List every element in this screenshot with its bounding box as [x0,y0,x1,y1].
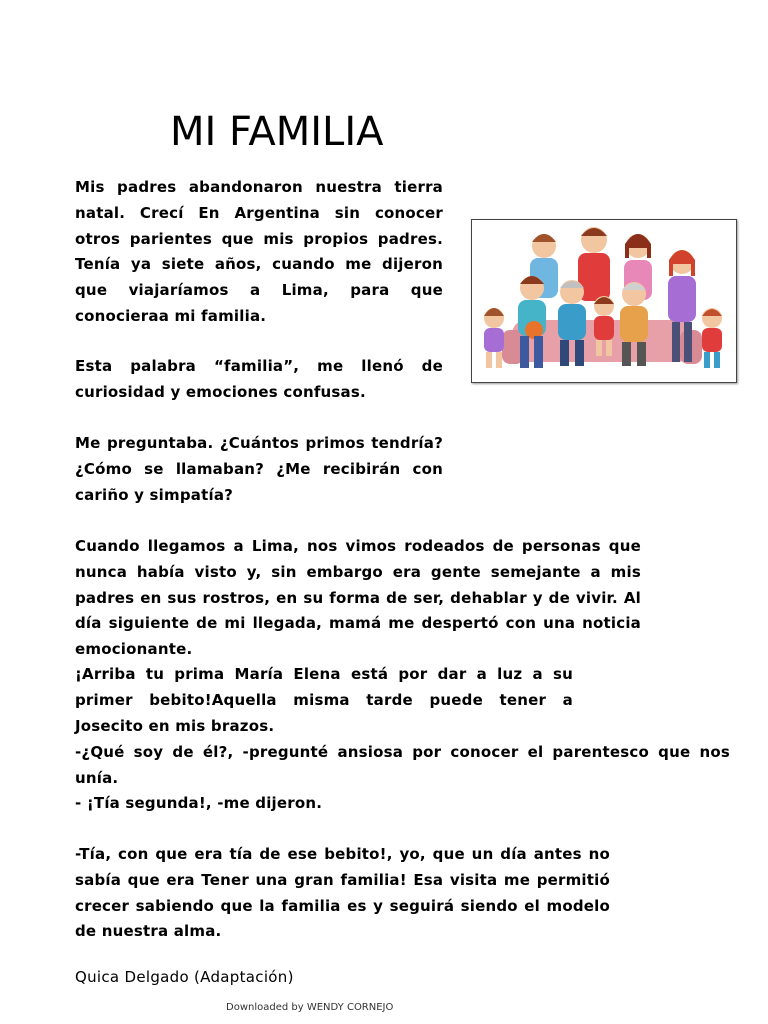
paragraph-2: Esta palabra “familia”, me llenó de curiosidad y emociones confusas. [75,357,443,401]
paragraph-8: -Tía, con que era tía de ese bebito!, yo, que un día antes no sabía que era Tener una gran familia! Esa visita me permitió crecer sabiendo que la familia es y seguirá siendo el modelo de nuestra alma. [75,845,610,941]
family-illustration-icon [472,220,736,382]
page-title: MI FAMILIA [170,109,384,155]
paragraph-4: Cuando llegamos a Lima, nos vimos rodeados de personas que nunca había visto y, sin embargo era gente semejante a mis padres en sus rostros, en su forma de ser, dehablar y de vivir. Al día siguiente de mi llegada, mamá me despertó con una noticia emocionante. [75,537,641,659]
paragraph-7: - ¡Tía segunda!, -me dijeron. [75,794,323,812]
family-image [471,219,737,383]
paragraph-1: Mis padres abandonaron nuestra tierra natal. Crecí En Argentina sin conocer otros parientes que mis propios padres. Tenía ya siete años, cuando me dijeron que viajaríamos a Lima, para que conocieraa mi familia. [75,178,443,325]
paragraph-3: Me preguntaba. ¿Cuántos primos tendría? ¿Cómo se llamaban? ¿Me recibirán con cariño y simpatía? [75,434,443,504]
download-footer: Downloaded by WENDY CORNEJO [226,1002,394,1013]
paragraph-6: -¿Qué soy de él?, -pregunté ansiosa por conocer el parentesco que nos unía. [75,743,730,787]
paragraph-5: ¡Arriba tu prima María Elena está por dar a luz a su primer bebito!Aquella misma tarde puede tener a Josecito en mis brazos. [75,665,573,735]
author-signature: Quica Delgado (Adaptación) [75,968,294,986]
